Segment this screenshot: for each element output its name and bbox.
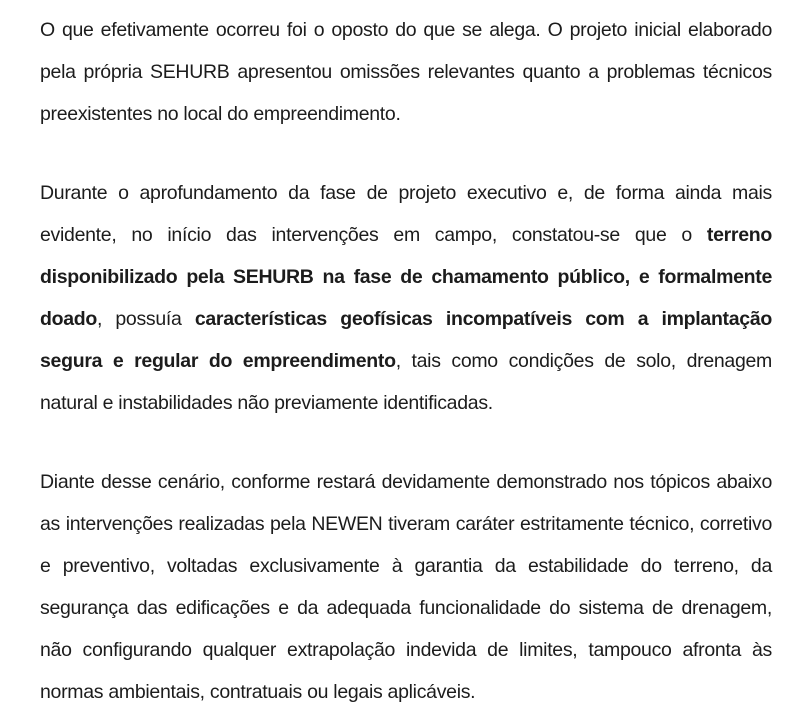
text-run: , possuía bbox=[97, 308, 195, 330]
paragraph-container bbox=[40, 9, 772, 705]
text-run: O que efetivamente ocorreu foi o oposto do que se alega. O projeto inicial elaborado pela própria SEHURB apresentou omissões relevantes quanto a problemas técnicos preexistentes no local do empreendimento. bbox=[40, 19, 772, 125]
text-run: , tais como condições de solo, drenagem natural e instabilidades não previamente identificadas. bbox=[40, 350, 772, 414]
paragraph bbox=[40, 9, 772, 135]
text-run: Durante o aprofundamento da fase de projeto executivo e, de forma ainda mais evidente, no início das intervenções em campo, constatou-se que o bbox=[40, 182, 772, 246]
paragraph bbox=[40, 461, 772, 705]
paragraph bbox=[40, 172, 772, 424]
text-run: características geofísicas incompatíveis com a implantação segura e regular do empreendimento bbox=[40, 308, 772, 372]
text-run: Diante desse cenário, conforme restará devidamente demonstrado nos tópicos abaixo as intervenções realizadas pela NEWEN tiveram caráter estritamente técnico, corretivo e preventivo, voltadas exclusivamente à garantia da estabilidade do terreno, da segurança das edificações e da adequada funcionalidade do sistema de drenagem, não configurando qualquer extrapolação indevida de limites, tampouco afronta às normas ambientais, contratuais ou legais aplicáveis. bbox=[40, 471, 772, 703]
text-run: terreno disponibilizado pela SEHURB na fase de chamamento público, e formalmente doado bbox=[40, 224, 772, 330]
